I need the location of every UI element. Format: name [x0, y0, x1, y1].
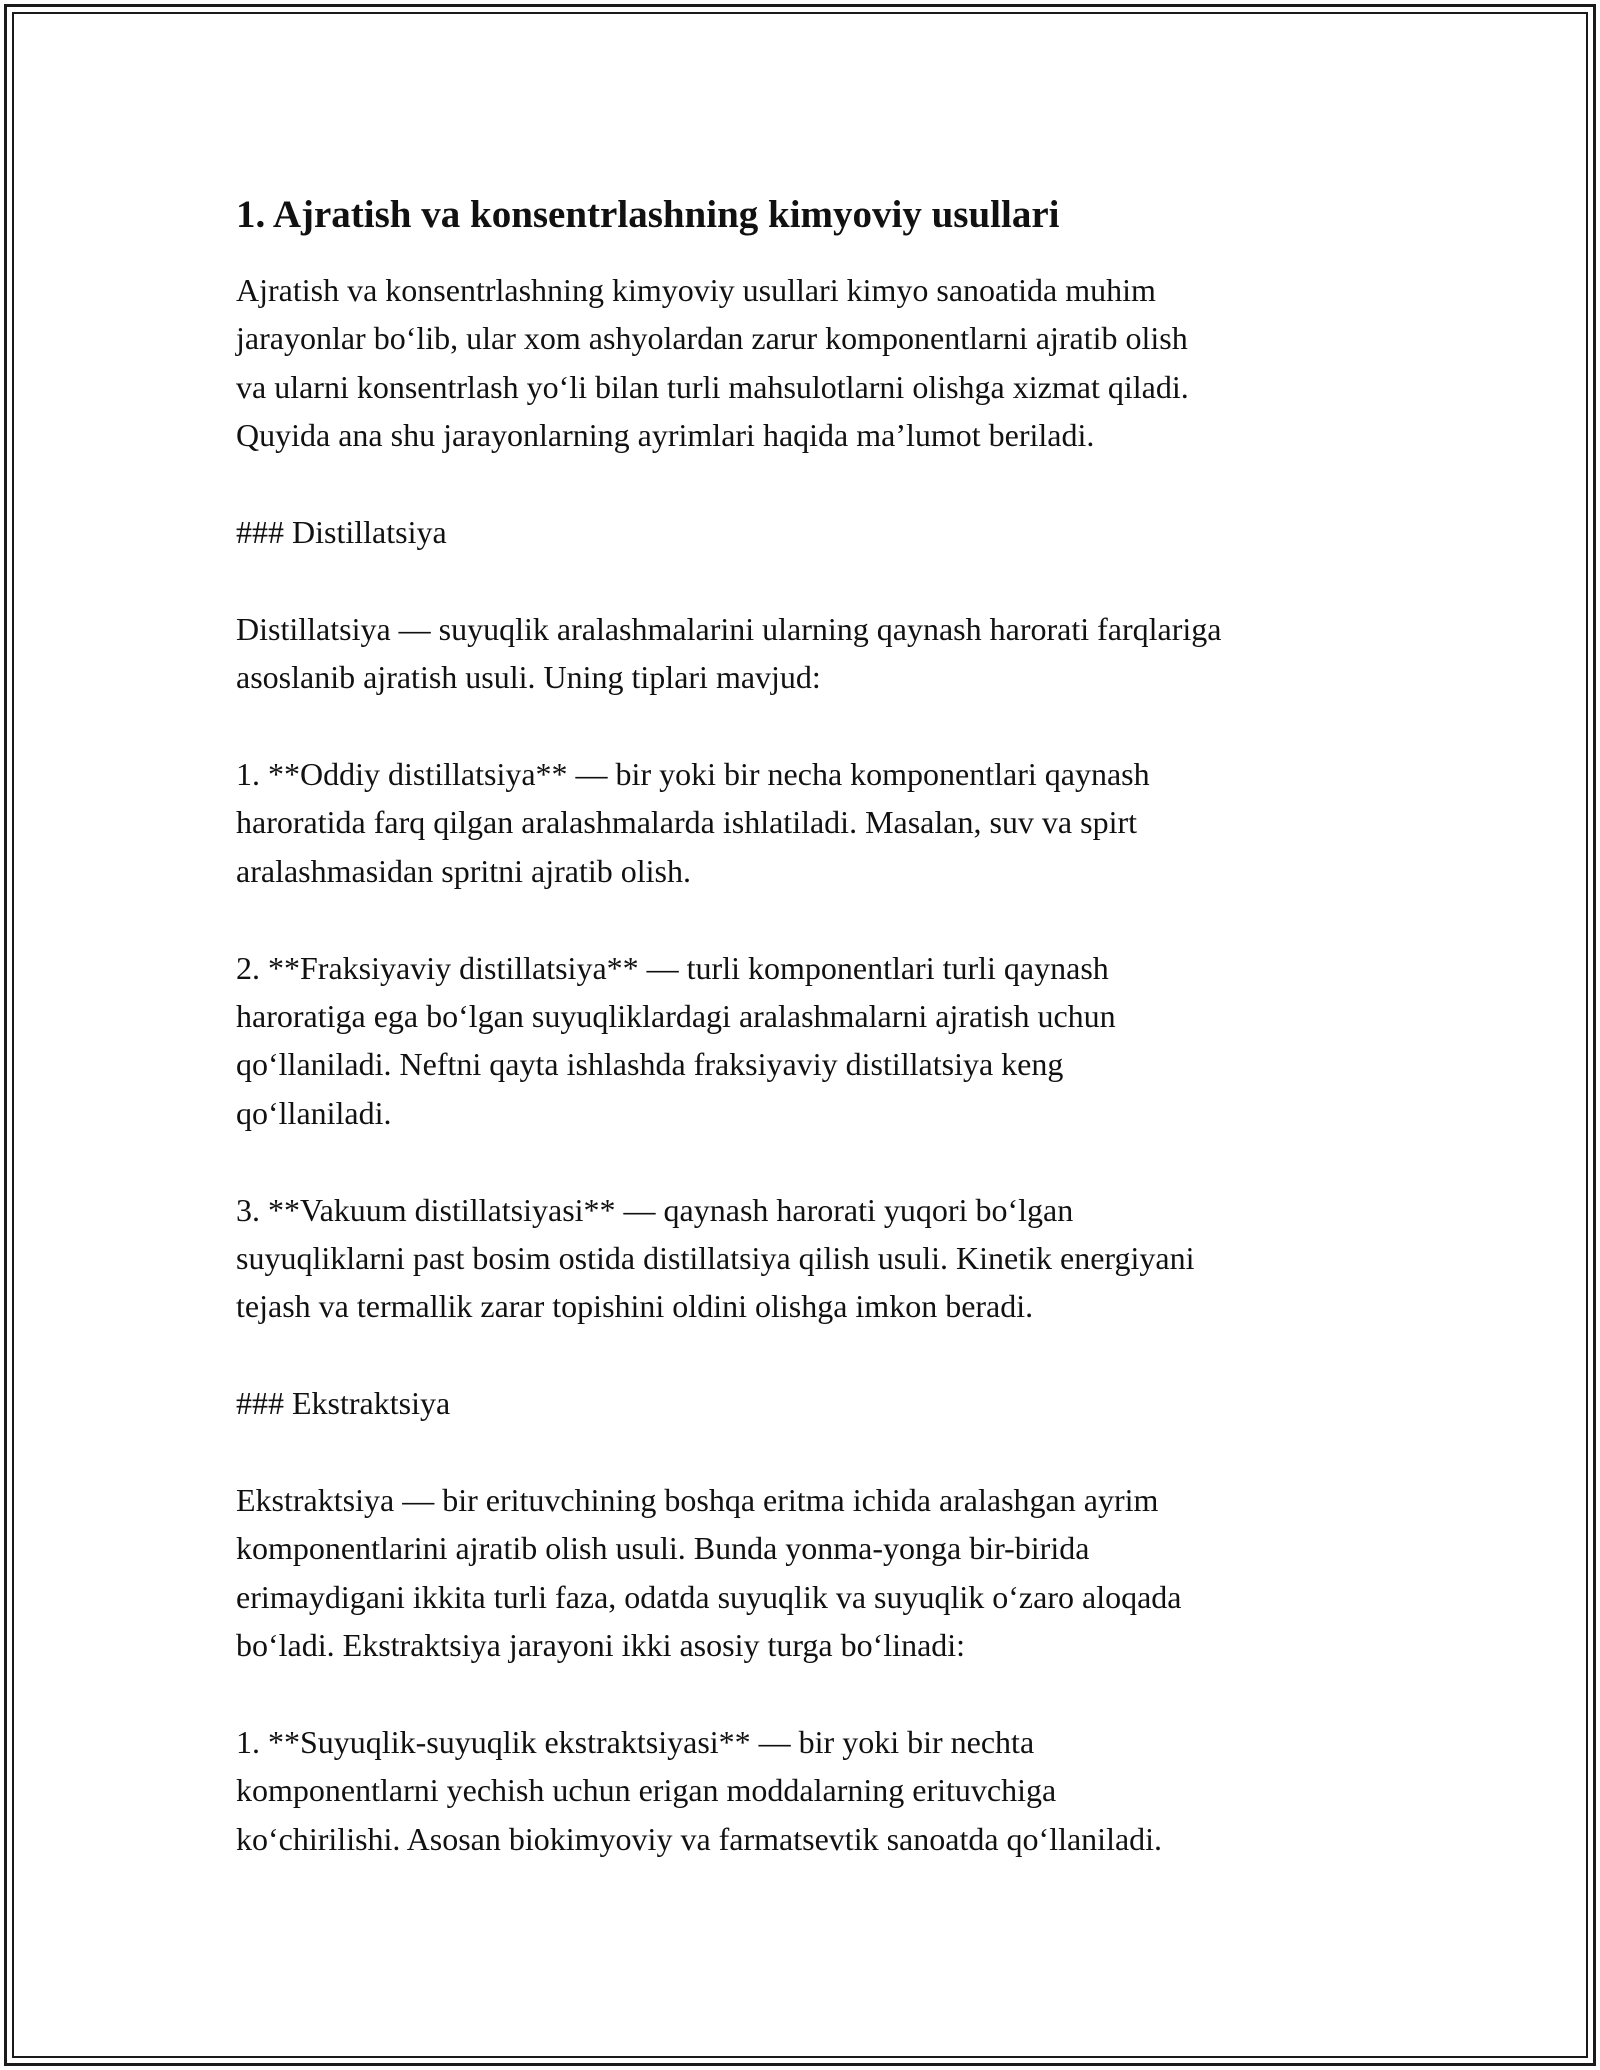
list-item-vakuum: 3. **Vakuum distillatsiyasi** — qaynash harorati yuqori bo‘lgan suyuqliklarni past bosim ostida distillatsiya qilish usuli. Kinetik energiyani tejash va termallik zarar topishini oldini olishga imkon beradi.	[236, 1191, 1195, 1325]
ekstraktsiya-heading: ### Ekstraktsiya	[236, 1385, 451, 1422]
document-body	[236, 186, 1376, 1863]
paragraph-gap	[236, 1331, 1376, 1379]
intro-paragraph: Ajratish va konsentrlashning kimyoviy usullari kimyo sanoatida muhim jarayonlar bo‘lib, ular xom ashyolardan zarur komponentlarni ajratib olish va ularni konsentrlash yo‘li bilan turli mahsulotlarni olishga xizmat qiladi. Quyida ana shu jarayonlarning ayrimlari haqida ma’lumot beriladi.	[236, 272, 1189, 454]
paragraph-gap	[236, 1137, 1376, 1185]
paragraph-gap	[236, 702, 1376, 750]
ekstraktsiya-paragraph: Ekstraktsiya — bir erituvchining boshqa eritma ichida aralashgan ayrim komponentlarini ajratib olish usuli. Bunda yonma-yonga bir-birida erimaydigani ikkita turli faza, odatda suyuqlik va suyuqlik o‘zaro aloqada bo‘ladi. Ekstraktsiya jarayoni ikki asosiy turga bo‘linadi:	[236, 1482, 1182, 1664]
paragraph-gap	[236, 460, 1376, 508]
list-item-oddiy: 1. **Oddiy distillatsiya** — bir yoki bir necha komponentlari qaynash haroratida farq qilgan aralashmalarda ishlatiladi. Masalan, suv va spirt aralashmasidan spritni ajratib olish.	[236, 756, 1150, 889]
paragraph-gap	[236, 1428, 1376, 1476]
list-item-suyuqlik: 1. **Suyuqlik-suyuqlik ekstraktsiyasi** — bir yoki bir nechta komponentlarni yechish uchun erigan moddalarning erituvchiga ko‘chirilishi. Asosan biokimyoviy va farmatsevtik sanoatda qo‘llaniladi.	[236, 1724, 1163, 1857]
paragraph-gap	[236, 556, 1376, 604]
distillatsiya-paragraph: Distillatsiya — suyuqlik aralashmalarini ularning qaynash harorati farqlariga asoslanib ajratish usuli. Uning tiplari mavjud:	[236, 610, 1222, 696]
list-item-fraksiyaviy: 2. **Fraksiyaviy distillatsiya** — turli komponentlari turli qaynash haroratiga ega bo‘lgan suyuqliklardagi aralashmalarni ajratish uchun qo‘llaniladi. Neftni qayta ishlashda fraksiyaviy distillatsiya keng qo‘llaniladi.	[236, 949, 1116, 1131]
paragraph-gap	[236, 895, 1376, 943]
distillatsiya-heading: ### Distillatsiya	[236, 514, 447, 551]
paragraph-gap	[236, 1670, 1376, 1718]
document-title: 1. Ajratish va konsentrlashning kimyoviy usullari	[236, 193, 1060, 236]
